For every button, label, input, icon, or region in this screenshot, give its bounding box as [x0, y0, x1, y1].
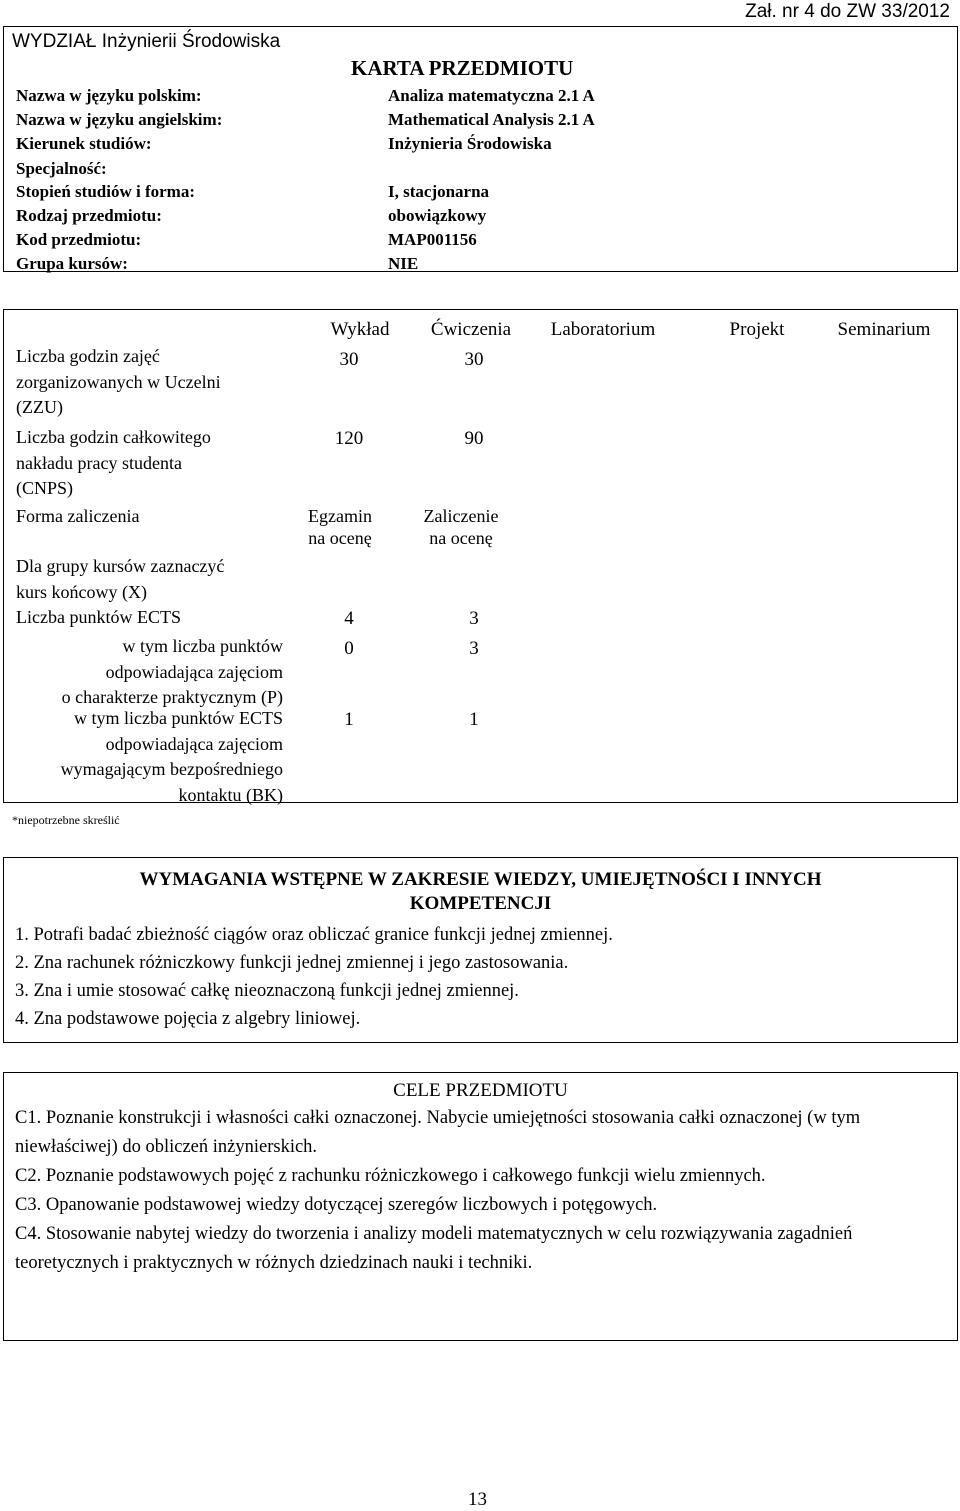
row-label-line: Liczba godzin całkowitego [16, 427, 211, 447]
row-label-line: Liczba godzin zajęć [16, 346, 160, 366]
prerequisite-item: 2. Zna rachunek różniczkowy funkcji jednej zmiennej i jego zastosowania. [15, 953, 569, 973]
row-label-line: w tym liczba punktów [122, 636, 283, 656]
column-header-laboratory: Laboratorium [550, 319, 656, 340]
level-value: I, stacjonarna [388, 182, 490, 201]
row-label-line: odpowiadająca zajęciom [105, 733, 283, 754]
assessment-line: na ocenę [429, 528, 493, 548]
practical-exercises-value: 3 [469, 638, 479, 659]
faculty-prefix: WYDZIAŁ [12, 31, 97, 52]
column-header-seminar: Seminarium [837, 319, 931, 340]
objective-item: C1. Poznanie konstrukcji i własności całki oznaczonej. Nabycie umiejętności stosowania całki oznaczonej (w tym niewłaściwej) do obliczeń inżynierskich. [15, 1108, 861, 1157]
course-group-value: NIE [388, 254, 419, 273]
zzu-exercises-value: 30 [464, 349, 484, 370]
row-label-line: w tym liczba punktów ECTS [74, 708, 283, 728]
level-label: Stopień studiów i forma: [16, 182, 195, 201]
zzu-lecture-value: 30 [339, 349, 359, 370]
english-name-value: Mathematical Analysis 2.1 A [388, 110, 595, 129]
row-label-line: o charakterze praktycznym (P) [61, 687, 283, 707]
card-title: KARTA PRZEDMIOTU [351, 56, 574, 80]
course-code-label: Kod przedmiotu: [16, 230, 142, 249]
objectives-box [3, 1072, 958, 1341]
row-label-line: Dla grupy kursów zaznaczyć [16, 556, 225, 576]
assessment-line: Egzamin [308, 506, 372, 526]
faculty-line [12, 30, 280, 54]
english-name-label: Nazwa w języku angielskim: [16, 110, 223, 129]
column-header-exercises: Ćwiczenia [430, 319, 512, 340]
assessment-exercises-value [413, 505, 509, 549]
field-label: Kierunek studiów: [16, 134, 152, 153]
direct-contact-exercises-value: 1 [469, 709, 479, 730]
row-label-direct-contact [4, 706, 283, 808]
footnote: *niepotrzebne skreślić [12, 813, 120, 827]
row-label-line: (ZZU) [16, 397, 63, 417]
header-box [3, 26, 958, 272]
ects-lecture-value: 4 [344, 608, 354, 629]
prerequisites-box [3, 857, 958, 1043]
row-label-zzu [16, 344, 221, 421]
course-type-label: Rodzaj przedmiotu: [16, 206, 162, 225]
row-label-ects: Liczba punktów ECTS [16, 607, 181, 627]
course-group-label: Grupa kursów: [16, 254, 128, 273]
polish-name-label: Nazwa w języku polskim: [16, 86, 202, 105]
column-header-project: Projekt [729, 319, 785, 340]
objective-item: C3. Opanowanie podstawowej wiedzy dotyczącej szeregów liczbowych i potęgowych. [15, 1195, 658, 1215]
course-type-value: obowiązkowy [388, 206, 487, 225]
assessment-line: na ocenę [308, 528, 372, 548]
assessment-lecture-value [296, 505, 384, 549]
row-label-final-course [16, 554, 224, 605]
objectives-list [15, 1104, 935, 1278]
page-number: 13 [468, 1489, 487, 1510]
specialty-label: Specjalność: [16, 159, 107, 178]
row-label-cnps [16, 425, 211, 502]
row-label-line: kurs końcowy (X) [16, 581, 147, 602]
practical-lecture-value: 0 [344, 638, 354, 659]
field-value: Inżynieria Środowiska [388, 134, 552, 153]
prerequisite-item: 4. Zna podstawowe pojęcia z algebry liniowej. [15, 1009, 361, 1029]
row-label-line: kontaktu (BK) [178, 784, 283, 805]
row-label-line: (CNPS) [16, 478, 74, 498]
hours-table [3, 309, 958, 803]
row-label-practical [4, 634, 283, 711]
polish-name-value: Analiza matematyczna 2.1 A [388, 86, 595, 105]
direct-contact-lecture-value: 1 [344, 709, 354, 730]
attachment-note: Zał. nr 4 do ZW 33/2012 [745, 1, 950, 22]
objective-item: C4. Stosowanie nabytej wiedzy do tworzenia i analizy modeli matematycznych w celu rozwiązywania zagadnień teoretycznych i praktycznych w różnych dziedzinach nauki i techniki. [15, 1224, 853, 1273]
cnps-exercises-value: 90 [464, 428, 484, 449]
prerequisites-list [15, 921, 950, 1033]
course-code-value: MAP001156 [388, 230, 477, 249]
prerequisites-title-line2: KOMPETENCJI [409, 893, 552, 914]
prerequisite-item: 3. Zna i umie stosować całkę nieoznaczoną funkcji jednej zmiennej. [15, 981, 519, 1001]
row-label-line: zorganizowanych w Uczelni [16, 371, 221, 392]
ects-exercises-value: 3 [469, 608, 479, 629]
prerequisite-item: 1. Potrafi badać zbieżność ciągów oraz obliczać granice funkcji jednej zmiennej. [15, 925, 613, 945]
objectives-title: CELE PRZEDMIOTU [393, 1080, 568, 1101]
prerequisites-title-line1: WYMAGANIA WSTĘPNE W ZAKRESIE WIEDZY, UMIEJĘTNOŚCI I INNYCH [139, 869, 822, 890]
faculty-name: Inżynierii Środowiska [101, 31, 281, 52]
objective-item: C2. Poznanie podstawowych pojęć z rachunku różniczkowego i całkowego funkcji wielu zmiennych. [15, 1166, 766, 1186]
row-label-assessment: Forma zaliczenia [16, 506, 140, 526]
assessment-line: Zaliczenie [423, 506, 499, 526]
cnps-lecture-value: 120 [334, 428, 364, 449]
column-header-lecture: Wykład [330, 319, 390, 340]
row-label-line: nakładu pracy studenta [16, 452, 182, 473]
row-label-line: odpowiadająca zajęciom [105, 661, 283, 682]
row-label-line: wymagającym bezpośredniego [60, 759, 283, 779]
